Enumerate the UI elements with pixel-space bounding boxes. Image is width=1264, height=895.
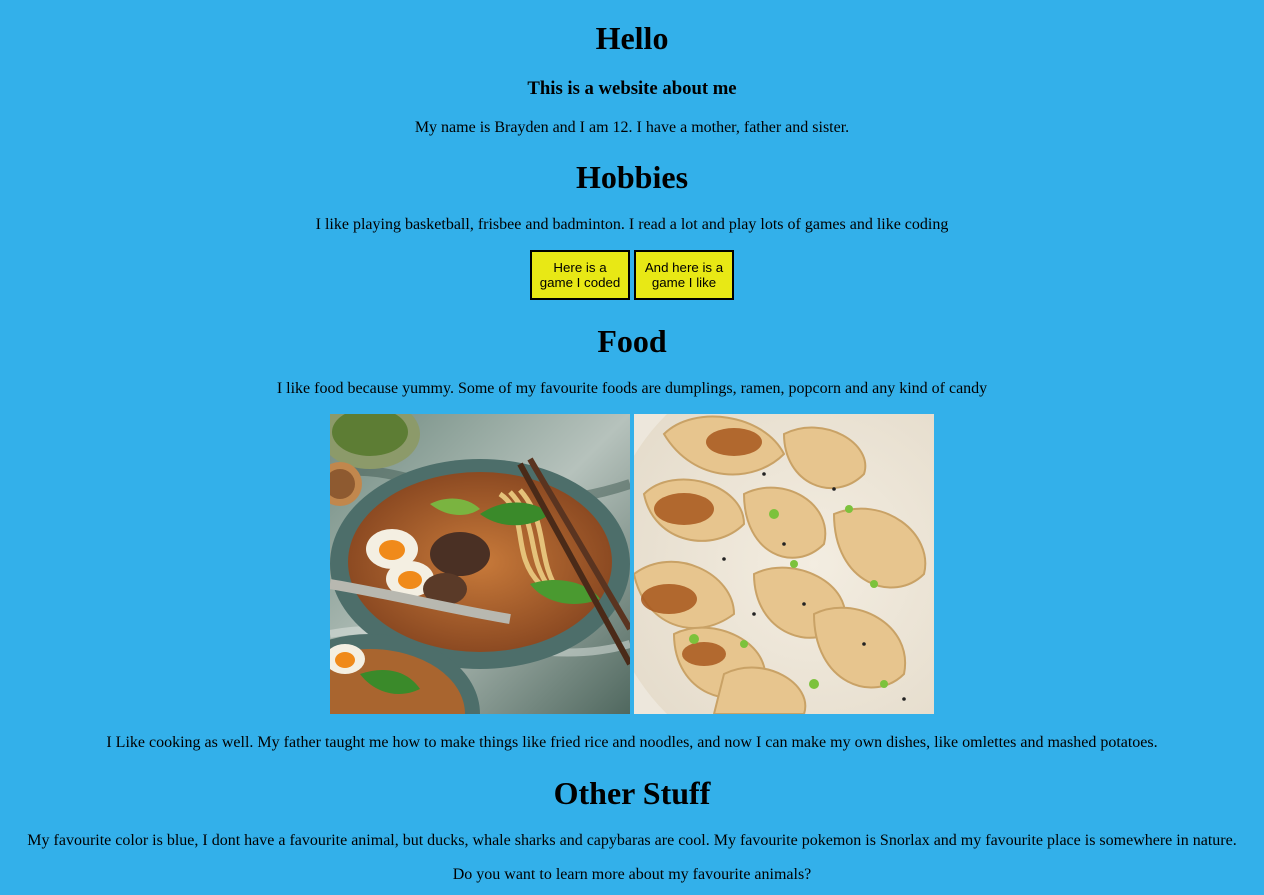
food-text: I like food because yummy. Some of my favourite foods are dumplings, ramen, popcorn and any kind of candy bbox=[276, 380, 988, 397]
game-buttons bbox=[0, 250, 1264, 300]
subtitle-heading: This is a website about me bbox=[527, 78, 737, 99]
hello-heading: Hello bbox=[595, 20, 669, 56]
liked-game-button[interactable]: And here is a game I like bbox=[634, 250, 734, 300]
food-images bbox=[0, 414, 1264, 714]
dumplings-image bbox=[634, 414, 934, 714]
other-stuff-heading: Other Stuff bbox=[553, 775, 711, 811]
intro-text: My name is Brayden and I am 12. I have a mother, father and sister. bbox=[414, 119, 850, 136]
animals-question: Do you want to learn more about my favourite animals? bbox=[452, 866, 812, 883]
other-stuff-text: My favourite color is blue, I dont have a favourite animal, but ducks, whale sharks and capybaras are cool. My favourite pokemon is Snorlax and my favourite place is somewhere in nature. bbox=[27, 832, 1237, 849]
hobbies-heading: Hobbies bbox=[575, 159, 689, 195]
coded-game-button[interactable]: Here is a game I coded bbox=[530, 250, 630, 300]
food-heading: Food bbox=[597, 323, 667, 359]
ramen-image bbox=[330, 414, 630, 714]
hobbies-text: I like playing basketball, frisbee and badminton. I read a lot and play lots of games and like coding bbox=[315, 216, 949, 233]
cooking-text: I Like cooking as well. My father taught me how to make things like fried rice and noodles, and now I can make my own dishes, like omlettes and mashed potatoes. bbox=[106, 734, 1158, 751]
